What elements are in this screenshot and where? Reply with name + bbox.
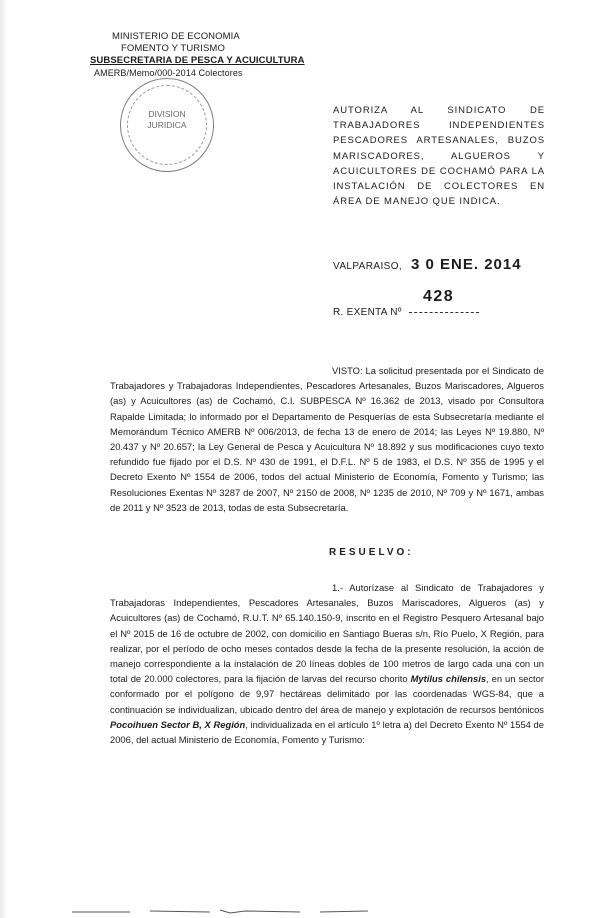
scan-edge — [0, 0, 8, 918]
area-name: Pocoihuen Sector B, X Región — [110, 718, 246, 730]
subsecretaria-name: SUBSECRETARIA DE PESCA Y ACUICULTURA — [90, 55, 305, 66]
place-label: VALPARAISO, — [333, 261, 403, 272]
species-name: Mytilus chilensis — [410, 673, 487, 685]
article-1-part-2: , en un sector conformado por el polígono de 9,97 hectáreas delimitado por las coordenadas WGS-84, que a continuación se individualizan, ubicado dentro del área de manejo y explotación de recursos bentónicos — [110, 673, 545, 715]
resuelvo-article-1 — [110, 580, 544, 747]
visto-paragraph — [110, 363, 544, 515]
resolution-number: 428 — [423, 288, 455, 305]
signature-fragment — [70, 906, 370, 914]
article-1-part-1: 1.- Autorízase al Sindicato de Trabajadores y Trabajadoras Independientes, Pescadores Artesanales, Buzos Mariscadores, Algueros (as) y Acuicultores (as) de Cochamó, R.U.T. Nº 65.140.150-9, inscrito en el Registro Pesquero Artesanal bajo el Nº 2015 de 16 de octubre de 2002, con domicilio en Santiago Bueras s/n, Río Puelo, X Región, para realizar, por el período de ocho meses contados desde la fecha de la presente resolución, la acción de manejo correspondiente a la instalación de 20 líneas dobles de 100 metros de largo cada una con un total de 20.000 colectores, para la fijación de larvas del recurso chorito — [110, 582, 544, 685]
article-1-part-3: , individualizada en el artículo 1º letra a) del Decreto Exento Nº 1554 de 2006, del actual Ministerio de Economía, Fomento y Turismo: — [110, 718, 544, 746]
resolution-subject: AUTORIZA AL SINDICATO DE TRABAJADORES INDEPENDIENTES PESCADORES ARTESANALES, BUZOS MARISCADORES, ALGUEROS Y ACUICULTORES DE COCHAMÓ PARA LA INSTALACIÓN DE COLECTORES EN ÁREA DE MANEJO QUE INDICA. — [333, 105, 545, 208]
ministry-name-2: FOMENTO Y TURISMO — [121, 43, 225, 54]
resolution-number-underline — [409, 312, 479, 313]
visto-text: VISTO: La solicitud presentada por el Sindicato de Trabajadores y Trabajadoras Independientes, Pescadores Artesanales, Buzos Mariscadores, Algueros (as) y Acuicultores (as) de Cochamó, C.I. SUBPESCA Nº 16.362 de 2013, visado por Consultora Rapalde Limitada; lo informado por el Departamento de Pesquerías de esta Subsecretaría mediante el Memorándum Técnico AMERB Nº 006/2013, de fecha 13 de enero de 2014; las Leyes Nº 19.880, Nº 20.437 y Nº 20.657; la Ley General de Pesca y Acuicultura Nº 18.892 y sus modificaciones cuyo texto refundido fue fijado por el D.S. Nº 430 de 1991, el D.F.L. Nº 5 de 1983, el D.S. Nº 355 de 1995 y el Decreto Exento Nº 1554 de 2006, todos del actual Ministerio de Economía, Fomento y Turismo; las Resoluciones Exentas Nº 3287 de 2007, Nº 2150 de 2008, Nº 1235 de 2010, Nº 709 y Nº 1671, ambas de 2011 y Nº 3523 de 2013, todas de esta Subsecretaría. — [110, 365, 544, 513]
memo-reference: AMERB/Memo/000-2014 Colectores — [94, 68, 243, 78]
article-1-text — [110, 580, 544, 747]
resolution-label: R. EXENTA Nº — [333, 307, 402, 318]
resolution-label-line — [333, 307, 479, 318]
ministry-name: MINISTERIO DE ECONOMIA — [112, 31, 240, 42]
stamp-line-2: JURIDICA — [147, 120, 187, 130]
stamp-line-1: DIVISION — [148, 109, 186, 119]
division-juridica-stamp — [120, 78, 214, 172]
date-stamp: 3 0 ENE. 2014 — [411, 256, 522, 273]
resuelvo-heading: RESUELVO: — [329, 547, 414, 558]
stamp-text — [143, 109, 191, 131]
